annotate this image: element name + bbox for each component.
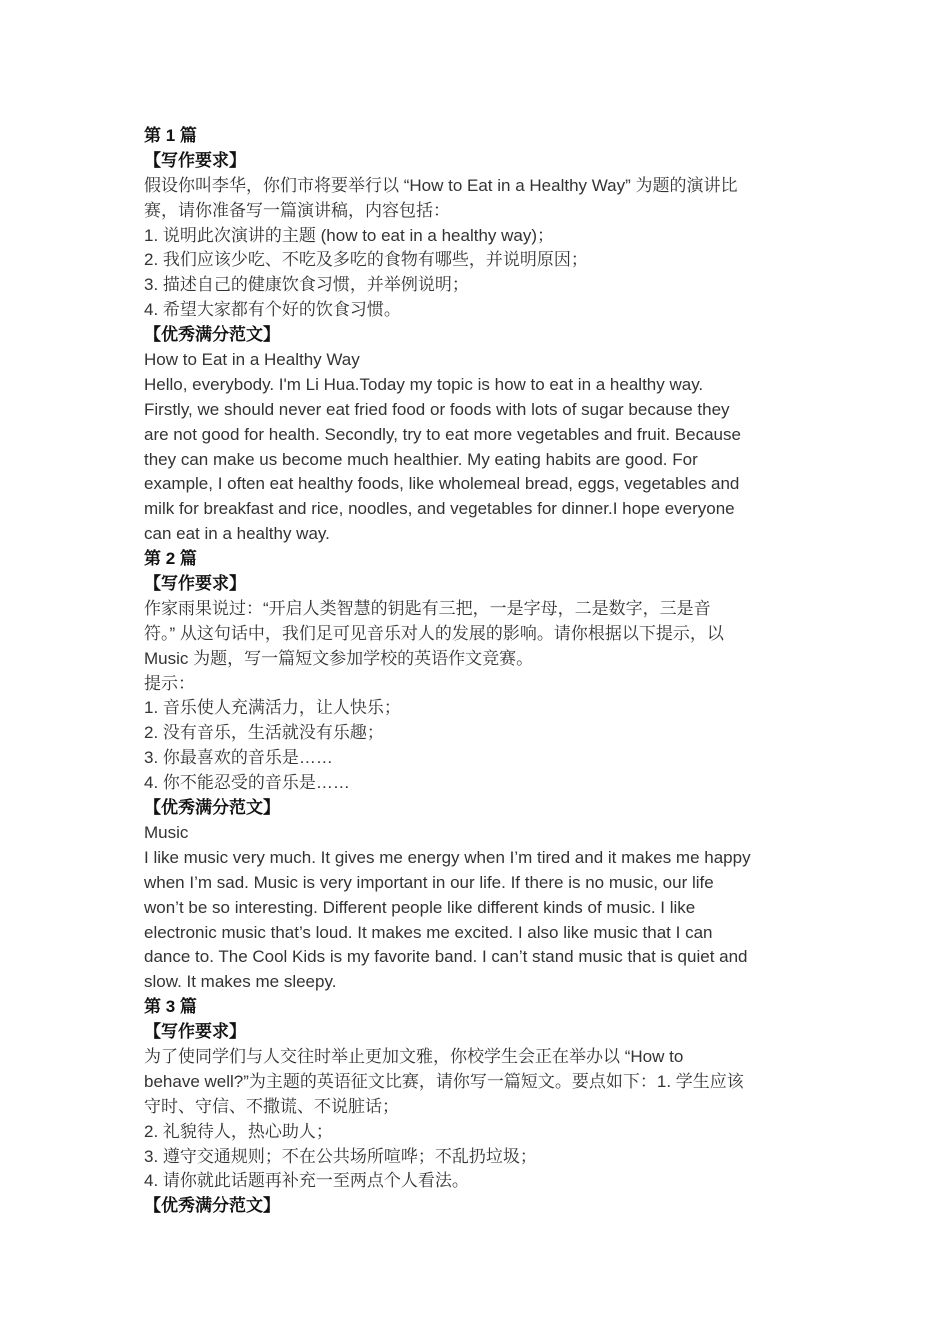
- text-line: 假设你叫李华，你们市将要举行以 “How to Eat in a Healthy Way” 为题的演讲比: [144, 175, 738, 195]
- sample-label: 【优秀满分范文】: [144, 1196, 280, 1216]
- text-line: milk for breakfast and rice, noodles, and vegetables for dinner.I hope everyone: [144, 499, 735, 519]
- text-line: 为了使同学们与人交往时举止更加文雅，你校学生会正在举办以 “How to: [144, 1046, 684, 1066]
- text-line: Firstly, we should never eat fried food or foods with lots of sugar because they: [144, 399, 730, 419]
- essay-title: Music: [144, 822, 189, 842]
- text-line: 3. 遵守交通规则；不在公共场所喧哗；不乱扔垃圾；: [144, 1146, 537, 1166]
- section-3: [144, 995, 814, 1219]
- text-line: 2. 礼貌待人，热心助人；: [144, 1121, 333, 1141]
- requirement-text: [144, 1045, 814, 1194]
- text-line: they can make us become much healthier. My eating habits are good. For: [144, 449, 698, 469]
- text-line: 2. 我们应该少吃、不吃及多吃的食物有哪些，并说明原因；: [144, 250, 588, 270]
- text-line: 3. 你最喜欢的音乐是……: [144, 748, 333, 768]
- text-line: 3. 描述自己的健康饮食习惯，并举例说明；: [144, 275, 469, 295]
- requirement-label: 【写作要求】: [144, 1022, 246, 1042]
- section-2: [144, 547, 814, 995]
- requirement-label: 【写作要求】: [144, 150, 246, 170]
- requirement-label: 【写作要求】: [144, 574, 246, 594]
- sample-essay: [144, 821, 814, 995]
- text-line: 4. 你不能忍受的音乐是……: [144, 773, 350, 793]
- text-line: 1. 音乐使人充满活力，让人快乐；: [144, 698, 401, 718]
- section-heading: 第 2 篇: [144, 549, 197, 569]
- section-1: [144, 124, 814, 547]
- requirement-text: [144, 597, 814, 796]
- text-line: 守时、守信、不撒谎、不说脏话；: [144, 1096, 399, 1116]
- text-line: 4. 希望大家都有个好的饮食习惯。: [144, 300, 401, 320]
- requirement-text: [144, 174, 814, 323]
- essay-title: How to Eat in a Healthy Way: [144, 350, 360, 370]
- text-line: Music 为题，写一篇短文参加学校的英语作文竞赛。: [144, 648, 534, 668]
- text-line: example, I often eat healthy foods, like wholemeal bread, eggs, vegetables and: [144, 474, 740, 494]
- text-line: 4. 请你就此话题再补充一至两点个人看法。: [144, 1171, 469, 1191]
- section-heading: 第 3 篇: [144, 997, 197, 1017]
- text-line: won’t be so interesting. Different people like different kinds of music. I like: [144, 897, 696, 917]
- section-heading: 第 1 篇: [144, 126, 197, 145]
- sample-label: 【优秀满分范文】: [144, 798, 280, 818]
- text-line: when I’m sad. Music is very important in our life. If there is no music, our life: [144, 872, 714, 892]
- text-line: can eat in a healthy way.: [144, 524, 330, 544]
- document-page: [144, 124, 814, 1219]
- sample-essay: [144, 348, 814, 547]
- text-line: Hello, everybody. I'm Li Hua.Today my topic is how to eat in a healthy way.: [144, 374, 704, 394]
- text-line: 赛，请你准备写一篇演讲稿，内容包括：: [144, 200, 450, 220]
- text-line: 1. 说明此次演讲的主题 (how to eat in a healthy way)；: [144, 225, 555, 245]
- text-line: I like music very much. It gives me energy when I’m tired and it makes me happy: [144, 847, 751, 867]
- text-line: 作家雨果说过：“开启人类智慧的钥匙有三把，一是字母，二是数字，三是音: [144, 598, 711, 618]
- text-line: 2. 没有音乐，生活就没有乐趣；: [144, 723, 384, 743]
- text-line: slow. It makes me sleepy.: [144, 972, 337, 992]
- text-line: 提示：: [144, 673, 195, 693]
- text-line: are not good for health. Secondly, try to eat more vegetables and fruit. Because: [144, 424, 741, 444]
- text-line: dance to. The Cool Kids is my favorite band. I can’t stand music that is quiet and: [144, 947, 748, 967]
- text-line: 符。” 从这句话中，我们足可见音乐对人的发展的影响。请你根据以下提示，以: [144, 623, 724, 643]
- sample-label: 【优秀满分范文】: [144, 325, 280, 345]
- text-line: behave well?”为主题的英语征文比赛，请你写一篇短文。要点如下：1. 学生应该: [144, 1071, 744, 1091]
- text-line: electronic music that’s loud. It makes me excited. I also like music that I can: [144, 922, 713, 942]
